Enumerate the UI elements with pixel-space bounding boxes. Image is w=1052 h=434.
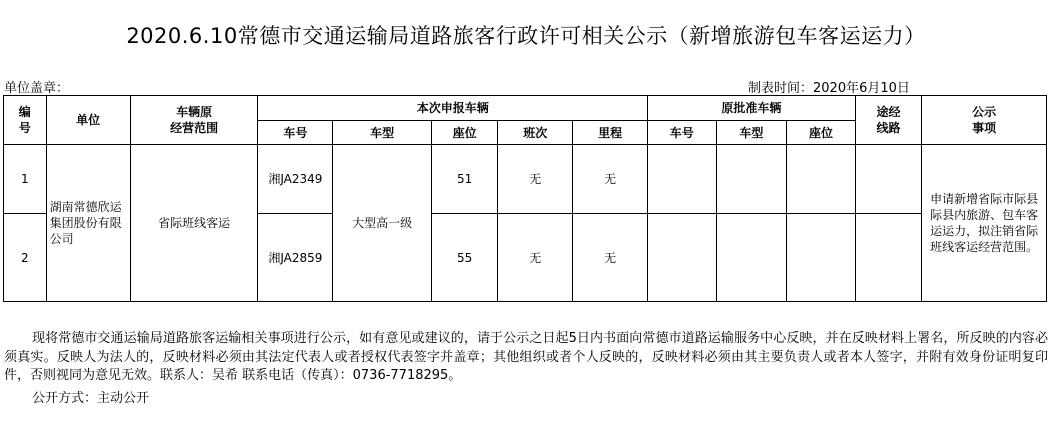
- approved-seats-cell: [787, 214, 856, 302]
- header-approved-model: 车型: [716, 121, 787, 145]
- mileage-cell: 无: [573, 214, 648, 302]
- approved-model-cell: [716, 145, 787, 214]
- header-approved-seats: 座位: [787, 121, 856, 145]
- approved-plate-cell: [648, 145, 717, 214]
- plate-cell: 湘JA2349: [258, 145, 333, 214]
- table-date: 制表时间：2020年6月10日: [748, 81, 910, 96]
- seats-cell: 51: [431, 145, 497, 214]
- unit-name: 湖南常德欣运集团股份有限公司: [46, 145, 130, 302]
- header-scope: 车辆原 经营范围: [130, 96, 258, 145]
- plate-cell: 湘JA2859: [258, 214, 333, 302]
- header-trips: 班次: [498, 121, 573, 145]
- approved-seats-cell: [787, 145, 856, 214]
- row-index: 1: [4, 145, 47, 214]
- header-plate: 车号: [258, 121, 333, 145]
- route-cell: [855, 214, 921, 302]
- table-row: [4, 145, 1047, 214]
- page-title: 2020.6.10常德市交通运输局道路旅客行政许可相关公示（新增旅游包车客运运力）: [126, 24, 926, 48]
- trips-cell: 无: [498, 145, 573, 214]
- header-unit: 单位: [46, 96, 130, 145]
- notice-paragraph: 现将常德市交通运输局道路旅客运输相关事项进行公示，如有意见或建议的，请于公示之日起5日内书面向常德市道路运输服务中心反映，并在反映材料上署名，所反映的内容必须真实。反映人为法人的，反映材料必须由其法定代表人或者授权代表签字并盖章；其他组织或者个人反映的，反映材料必须由其主要负责人或者本人签字，并附有效身份证明复印件，否则视同为意见无效。联系人：吴希 联系电话（传真）：0736-7718295。: [4, 331, 1048, 383]
- route-cell: [855, 145, 921, 214]
- header-model: 车型: [333, 121, 432, 145]
- header-declared-vehicles: 本次申报车辆: [258, 96, 648, 121]
- header-notice-item: 公示 事项: [922, 96, 1047, 145]
- notice-item-cell: 申请新增省际市际县际县内旅游、包车客运运力，拟注销省际班线客运经营范围。: [922, 145, 1047, 302]
- header-approved-plate: 车号: [648, 121, 717, 145]
- seats-cell: 55: [431, 214, 497, 302]
- approved-plate-cell: [648, 214, 717, 302]
- trips-cell: 无: [498, 214, 573, 302]
- vehicle-model: 大型高一级: [333, 145, 432, 302]
- disclosure-method: 公开方式：主动公开: [32, 391, 150, 406]
- approved-model-cell: [716, 214, 787, 302]
- header-mileage: 里程: [573, 121, 648, 145]
- header-route: 途经 线路: [855, 96, 921, 145]
- header-index: 编 号: [4, 96, 47, 145]
- row-index: 2: [4, 214, 47, 302]
- permit-table: [3, 95, 1047, 302]
- mileage-cell: 无: [573, 145, 648, 214]
- header-approved-vehicles: 原批准车辆: [648, 96, 856, 121]
- original-scope: 省际班线客运: [130, 145, 258, 302]
- unit-seal-label: 单位盖章：: [4, 81, 70, 96]
- header-seats: 座位: [431, 121, 497, 145]
